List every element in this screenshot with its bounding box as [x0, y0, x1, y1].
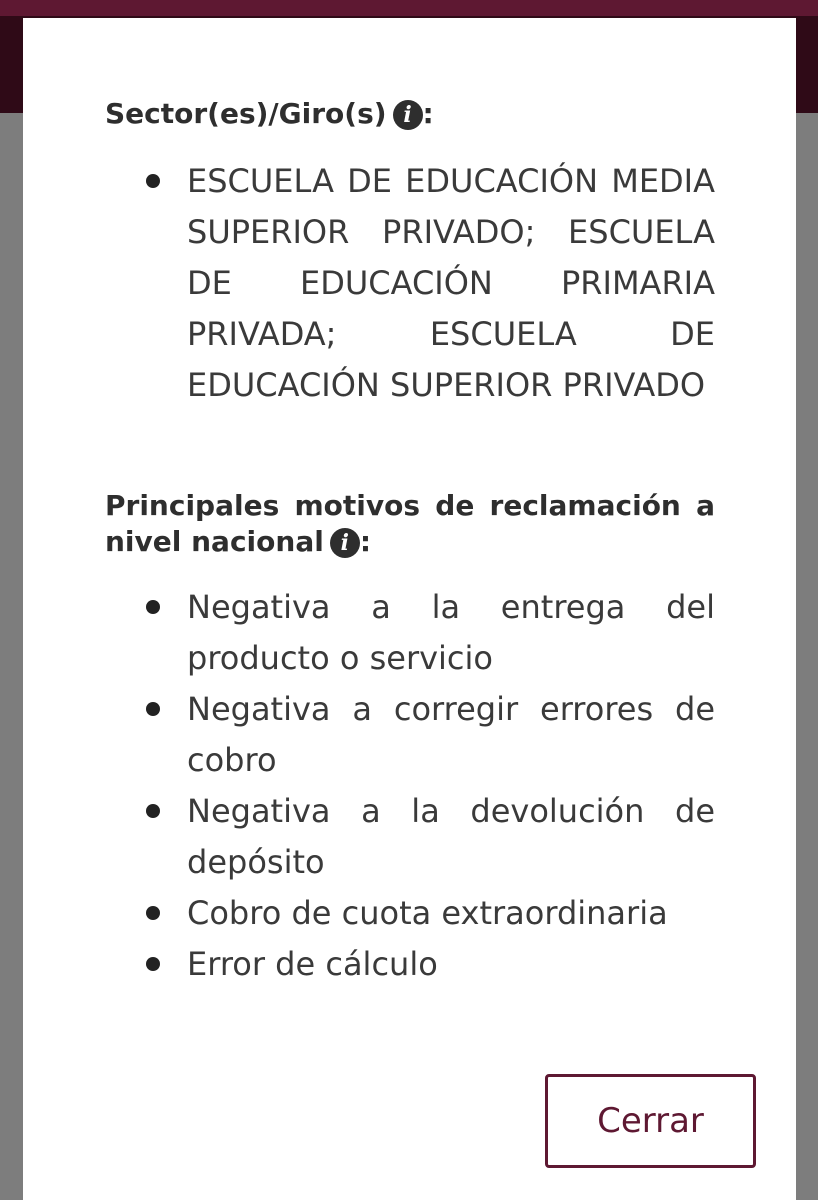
reasons-heading [105, 488, 715, 560]
sectors-list [105, 156, 715, 411]
close-button[interactable]: Cerrar [545, 1074, 756, 1168]
bullet-dot [146, 906, 160, 920]
bullet-dot [146, 600, 160, 614]
sectors-heading [105, 96, 715, 132]
bullet-dot [146, 804, 160, 818]
bullet-dot [146, 702, 160, 716]
reason-text: Negativa a corregir errores de cobro [187, 690, 715, 779]
list-item [187, 888, 715, 939]
sectors-heading-label: Sector(es)/Giro(s) [105, 97, 387, 130]
list-item [187, 582, 715, 684]
app-header-accent [0, 0, 818, 16]
bullet-dot [146, 174, 160, 188]
reason-text: Negativa a la entrega del producto o servicio [187, 588, 715, 677]
list-item [187, 684, 715, 786]
bullet-dot [146, 957, 160, 971]
reason-text: Error de cálculo [187, 945, 438, 983]
reason-text: Cobro de cuota extraordinaria [187, 894, 668, 932]
reasons-heading-colon: : [359, 525, 372, 558]
sectors-heading-colon: : [422, 97, 434, 130]
list-item [187, 786, 715, 888]
reason-text: Negativa a la devolución de depósito [187, 792, 715, 881]
reasons-list [105, 582, 715, 990]
info-icon[interactable]: i [393, 100, 423, 130]
list-item [187, 156, 715, 411]
sector-text: ESCUELA DE EDUCACIÓN MEDIA SUPERIOR PRIVADO; ESCUELA DE EDUCACIÓN PRIMARIA PRIVADA; ESCUELA DE EDUCACIÓN SUPERIOR PRIVADO [187, 162, 715, 404]
reasons-heading-label: Principales motivos de reclamación a nivel nacional [105, 489, 715, 558]
list-item [187, 939, 715, 990]
info-modal [23, 18, 796, 1200]
info-icon[interactable]: i [330, 528, 360, 558]
